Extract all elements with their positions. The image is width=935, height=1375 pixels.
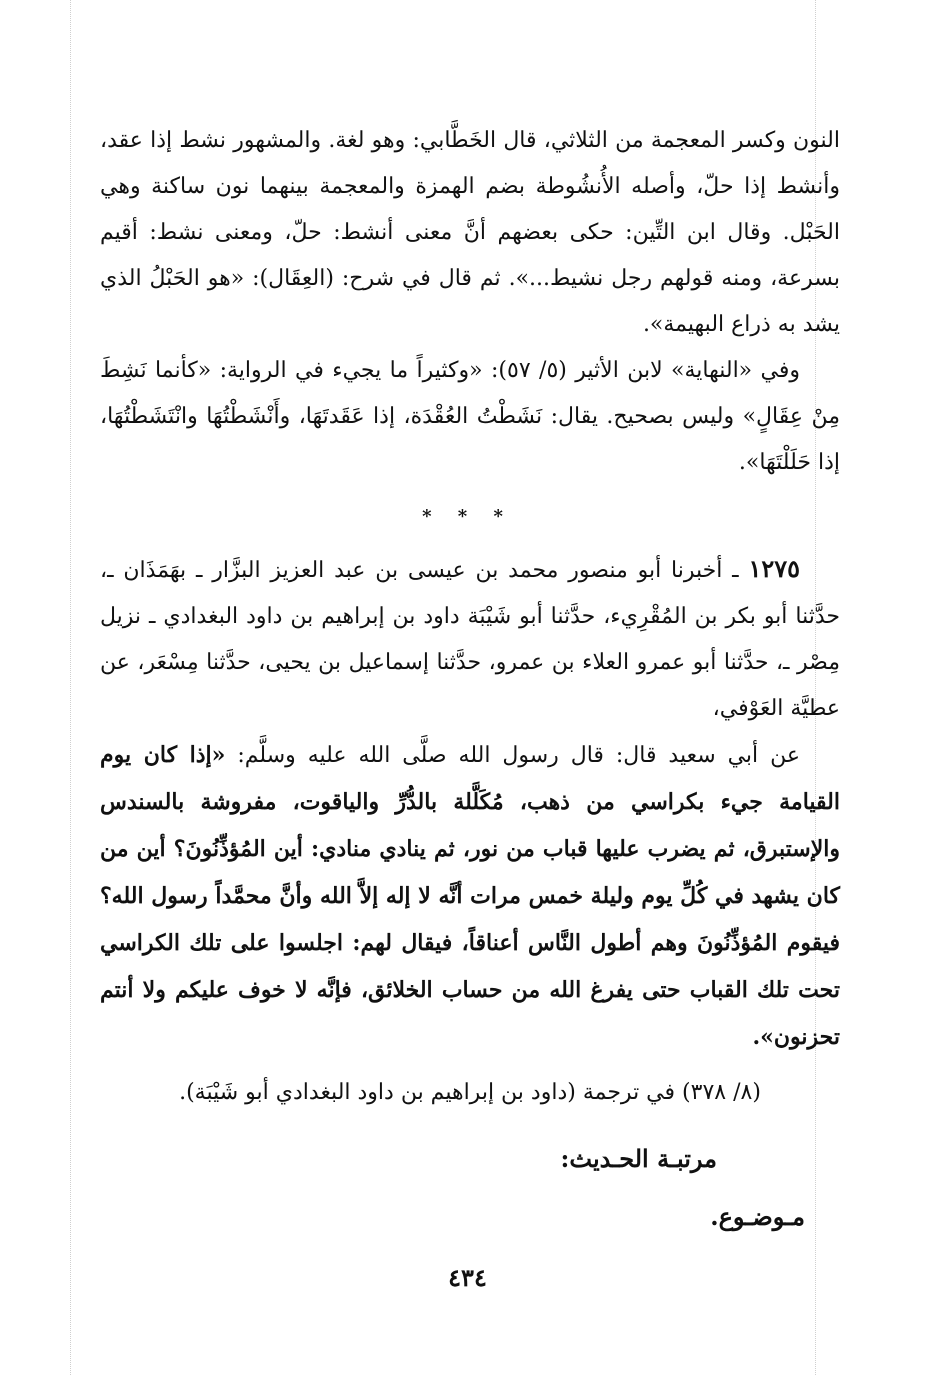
commentary-block <box>100 118 840 486</box>
hadith-block <box>100 546 840 1061</box>
hadith-matn: «إذا كان يوم القيامة جيء بكراسي من ذهب، مُكَلَّلة بالدُّرِّ والياقوت، مفروشة بالسندس والإستبرق، ثم يضرب عليها قباب من نور، ثم ينادي منادي: أين المُؤذِّنُونَ؟ أين من كان يشهد في كُلِّ يوم وليلة خمس مرات أنَّه لا إله إلاَّ الله وأنَّ محمَّداً رسول الله؟ فيقوم المُؤذِّنُونَ وهم أطول النَّاس أعناقاً، فيقال لهم: اجلسوا على تلك الكراسي تحت تلك القباب حتى يفرغ الله من حساب الخلائق، فإنَّه لا خوف عليكم ولا أنتم تحزنون». <box>100 742 841 1050</box>
section-separator: * * * <box>422 506 513 527</box>
page-number: ٤٣٤ <box>448 1263 487 1292</box>
commentary-paragraph-2: وفي «النهاية» لابن الأثير (٥/ ٥٧): «وكثيراً ما يجيء في الرواية: «كأنما نَشِطَ مِنْ عِقَالٍ» وليس بصحيح. يقال: نَشَطْتُ العُقْدَة، إذا عَقَدتَهَا، وأَنْشَطْتُهَا وانْتَشَطْتُهَا، إذا حَلَلْتَهَا». <box>100 358 840 475</box>
hadith-isnad: ـ أخبرنا أبو منصور محمد بن عيسى بن عبد العزيز البزَّار ـ بهَمَذَان ـ، حدَّثنا أبو بكر بن المُقْرِيء، حدَّثنا أبو شَيْبَة داود بن إبراهيم بن داود البغدادي ـ نزيل مِصْر ـ، حدَّثنا أبو عمرو العلاء بن عمرو، حدَّثنا إسماعيل بن يحيى، حدَّثنا مِسْعَر، عن عطيَّة العَوْفي، <box>100 558 840 721</box>
grade-value: مـوضـوع. <box>710 1202 805 1231</box>
hadith-matn-paragraph <box>100 732 840 1061</box>
hadith-number: ١٢٧٥ <box>748 554 800 583</box>
commentary-paragraph-1: النون وكسر المعجمة من الثلاثي، قال الخَطَّابي: وهو لغة. والمشهور نشط إذا عقد، وأنشط إذا حلّ، وأصله الأُنشُوطة بضم الهمزة والمعجمة بينهما نون ساكنة وهي الحَبْل. وقال ابن التِّين: حكى بعضهم أنَّ معنى أنشط: حلّ، ومعنى نشط: أقيم بسرعة، ومنه قولهم رجل نشيط...». ثم قال في شرح: (العِقَال): «هو الحَبْلُ الذي يشد به ذراع البهيمة». <box>100 128 840 337</box>
source-reference: (٨/ ٣٧٨) في ترجمة (داود بن إبراهيم بن داود البغدادي أبو شَيْبَة). <box>179 1080 761 1105</box>
scan-edge-left <box>70 0 71 1375</box>
hadith-isnad-paragraph <box>100 546 840 732</box>
hadith-matn-intro: عن أبي سعيد قال: قال رسول الله صلَّى الله عليه وسلَّم: <box>225 743 800 768</box>
grade-heading: مرتبـة الحـديث: <box>560 1144 717 1173</box>
